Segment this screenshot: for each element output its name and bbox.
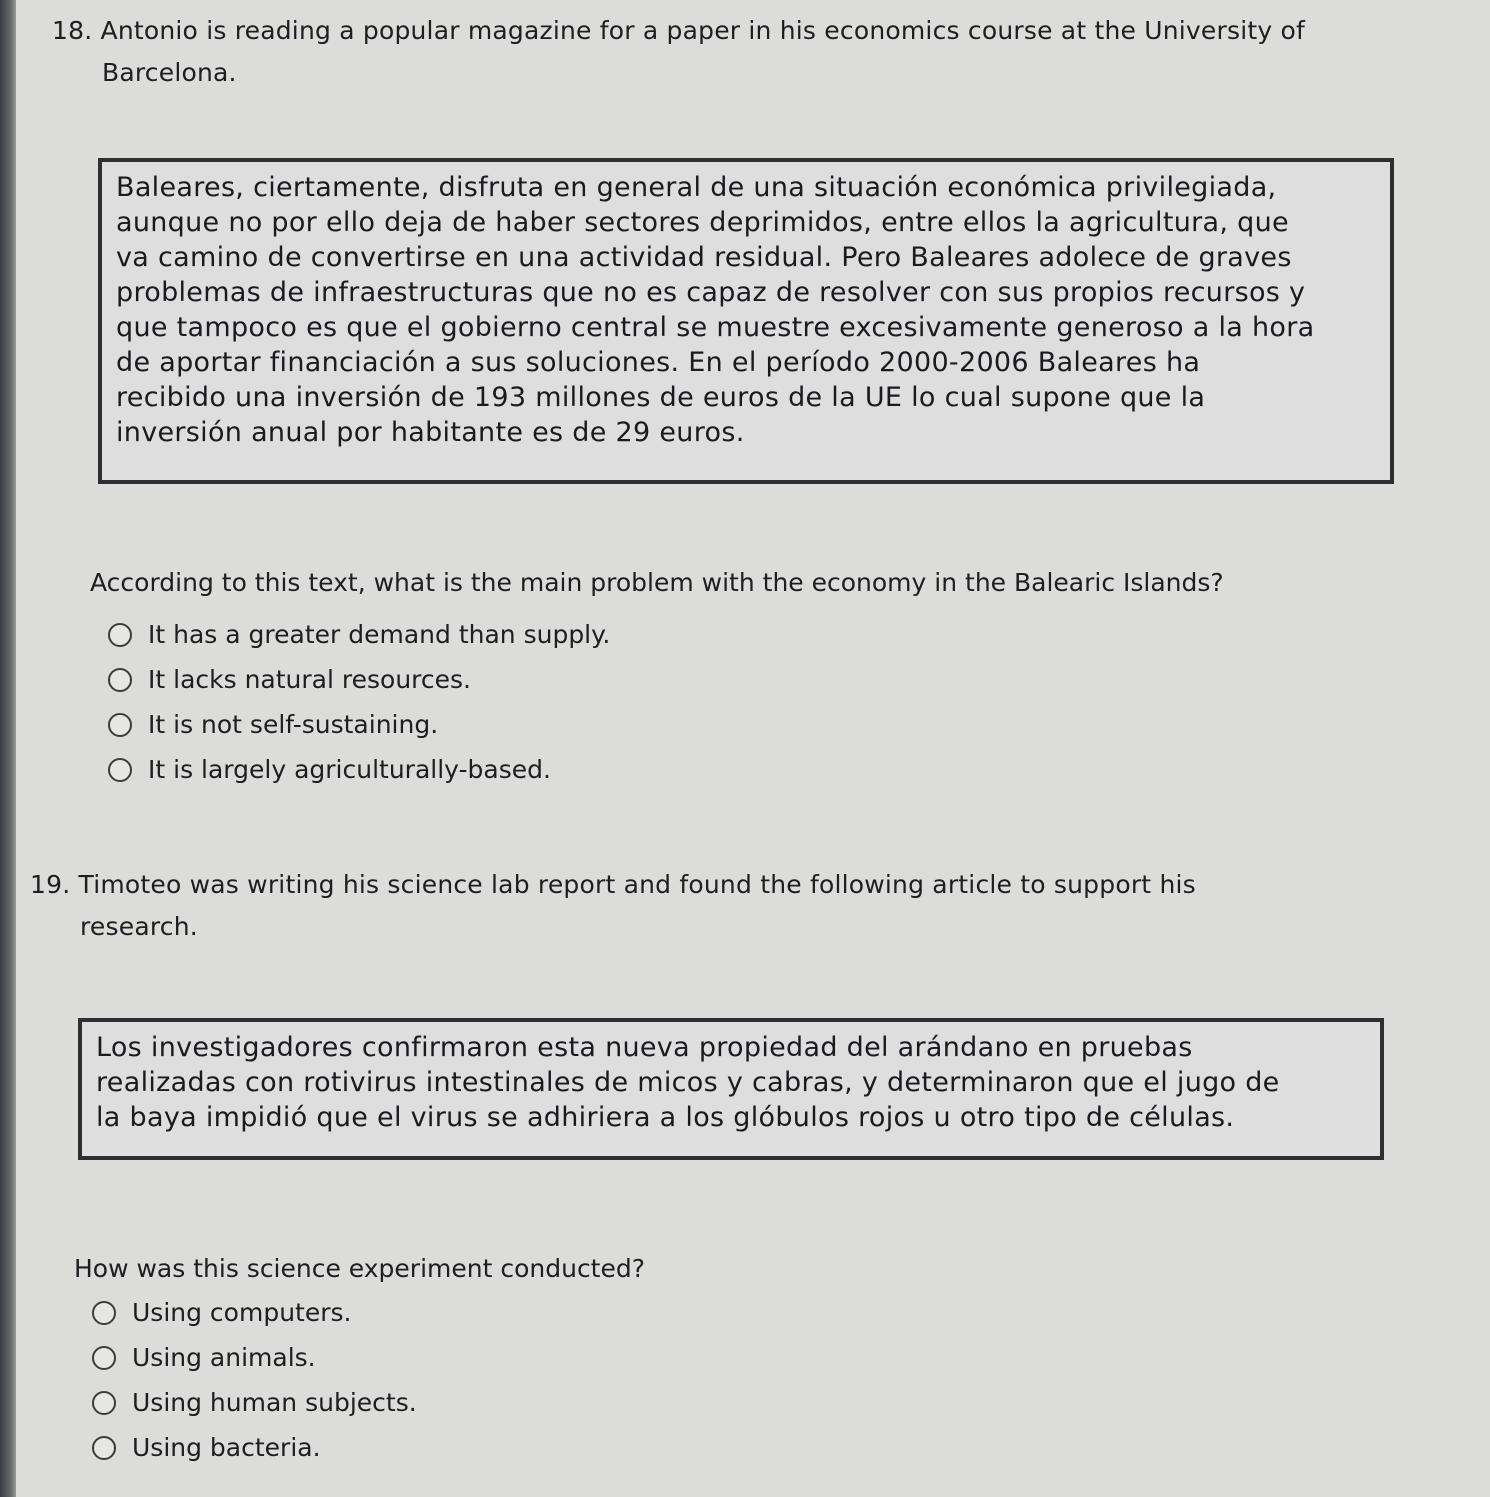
passage-line: va camino de convertirse en una actividad residual. Pero Baleares adolece de graves: [116, 242, 1292, 273]
answer-options: [92, 1290, 417, 1470]
answer-label: Using animals.: [132, 1343, 316, 1372]
question-19-title: [30, 864, 1196, 948]
question-18-title: [52, 10, 1305, 94]
passage-line: la baya impidió que el virus se adhiriera a los glóbulos rojos u otro tipo de células.: [96, 1102, 1235, 1133]
radio-button-icon[interactable]: [92, 1391, 116, 1415]
answer-options: [108, 612, 610, 792]
answer-option[interactable]: [108, 747, 610, 792]
reading-passage: [98, 158, 1394, 484]
question-number: 18.: [52, 16, 93, 45]
answer-label: It lacks natural resources.: [148, 665, 471, 694]
radio-button-icon[interactable]: [108, 758, 132, 782]
passage-line: realizadas con rotivirus intestinales de micos y cabras, y determinaron que el jugo de: [96, 1067, 1280, 1098]
answer-option[interactable]: [92, 1290, 417, 1335]
question-title-line-1: Timoteo was writing his science lab report and found the following article to support his: [78, 870, 1196, 899]
question-prompt: How was this science experiment conducted?: [74, 1254, 646, 1283]
question-title-line-2: Barcelona.: [102, 58, 237, 87]
question-number: 19.: [30, 870, 71, 899]
answer-option[interactable]: [92, 1425, 417, 1470]
radio-button-icon[interactable]: [108, 623, 132, 647]
passage-line: aunque no por ello deja de haber sectores deprimidos, entre ellos la agricultura, que: [116, 207, 1289, 238]
radio-button-icon[interactable]: [108, 713, 132, 737]
answer-option[interactable]: [108, 612, 610, 657]
passage-line: Baleares, ciertamente, disfruta en general de una situación económica privilegiada,: [116, 172, 1277, 203]
passage-line: que tampoco es que el gobierno central se muestre excesivamente generoso a la hora: [116, 312, 1315, 343]
answer-label: Using computers.: [132, 1298, 352, 1327]
answer-label: It is largely agriculturally-based.: [148, 755, 551, 784]
answer-label: Using bacteria.: [132, 1433, 321, 1462]
radio-button-icon[interactable]: [92, 1346, 116, 1370]
answer-label: It is not self-sustaining.: [148, 710, 439, 739]
answer-option[interactable]: [108, 657, 610, 702]
radio-button-icon[interactable]: [92, 1301, 116, 1325]
passage-line: de aportar financiación a sus soluciones. En el período 2000-2006 Baleares ha: [116, 347, 1201, 378]
answer-option[interactable]: [92, 1335, 417, 1380]
question-prompt: According to this text, what is the main problem with the economy in the Balearic Islands?: [90, 568, 1224, 597]
question-title-line-1: Antonio is reading a popular magazine for a paper in his economics course at the University of: [100, 16, 1305, 45]
answer-label: It has a greater demand than supply.: [148, 620, 611, 649]
radio-button-icon[interactable]: [92, 1436, 116, 1460]
window-left-edge: [0, 0, 16, 1497]
answer-label: Using human subjects.: [132, 1388, 417, 1417]
question-title-line-2: research.: [80, 912, 198, 941]
passage-line: problemas de infraestructuras que no es capaz de resolver con sus propios recursos y: [116, 277, 1306, 308]
answer-option[interactable]: [92, 1380, 417, 1425]
passage-line: inversión anual por habitante es de 29 euros.: [116, 417, 745, 448]
passage-line: Los investigadores confirmaron esta nueva propiedad del arándano en pruebas: [96, 1032, 1193, 1063]
passage-line: recibido una inversión de 193 millones de euros de la UE lo cual supone que la: [116, 382, 1206, 413]
reading-passage: [78, 1018, 1384, 1160]
radio-button-icon[interactable]: [108, 668, 132, 692]
answer-option[interactable]: [108, 702, 610, 747]
